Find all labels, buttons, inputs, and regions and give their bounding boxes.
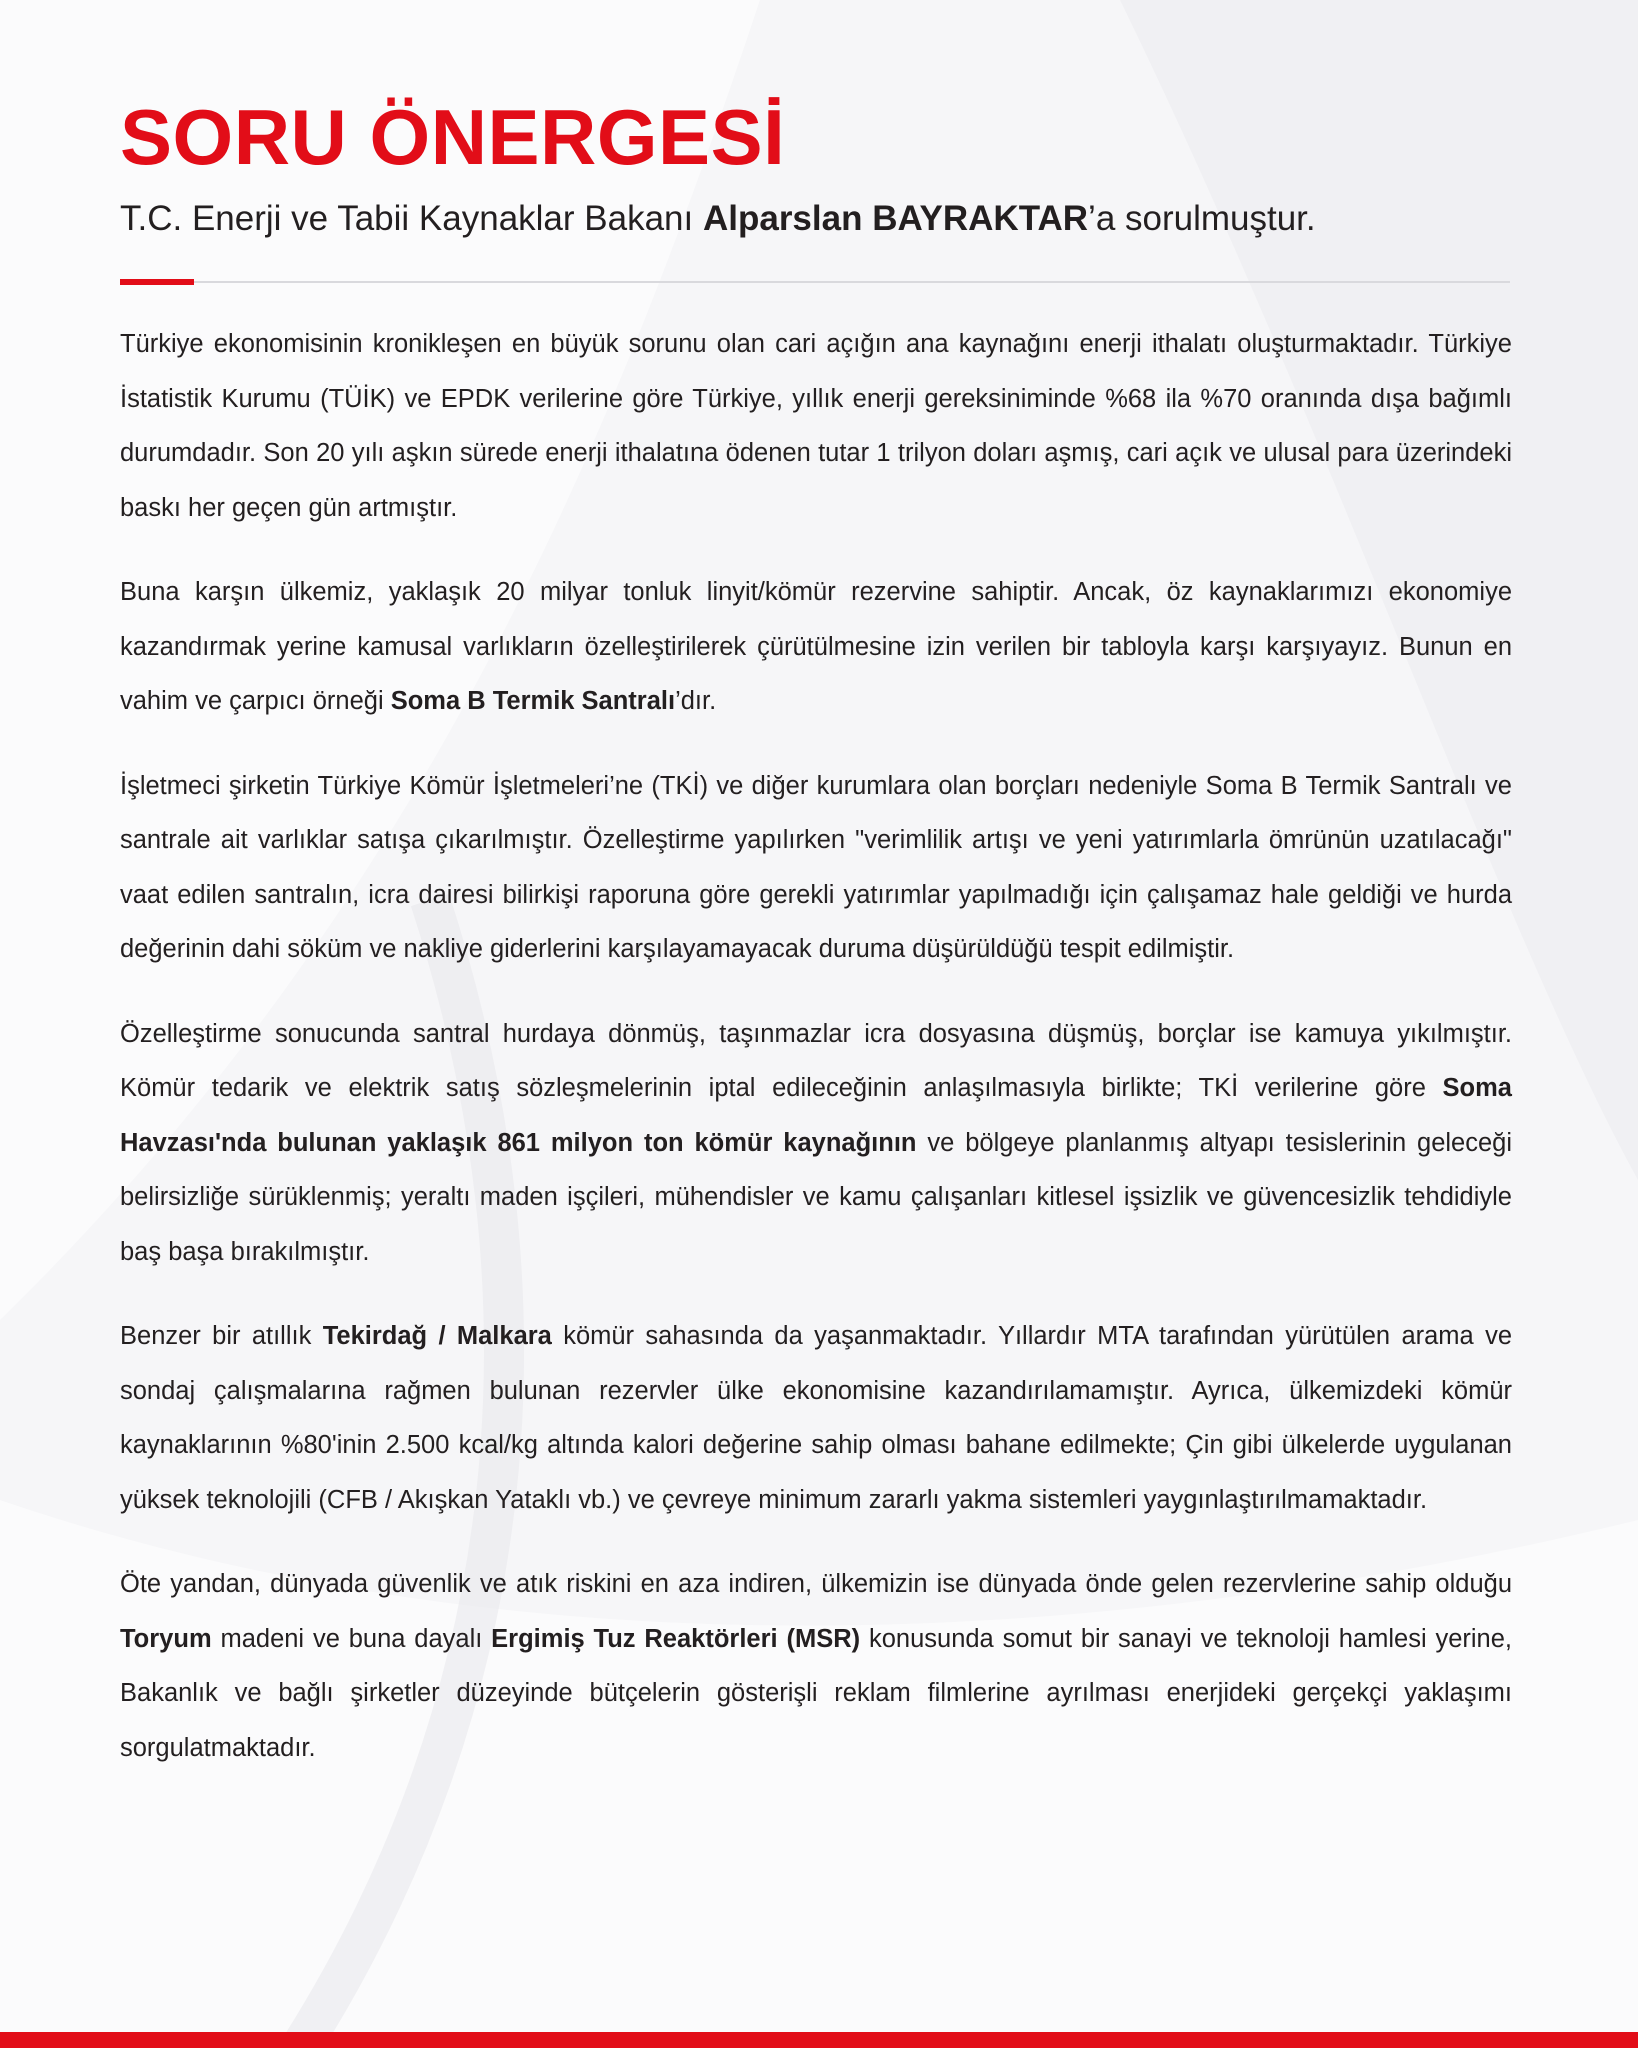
paragraph-4-text-a: Özelleştirme sonucunda santral hurdaya dönmüş, taşınmazlar icra dosyasına düşmüş, borçlar ise kamuya yıkılmıştır. Kömür tedarik ve elektrik satış sözleşmelerinin iptal edileceğinin anlaşılmasıyla birlikte; TKİ verilerine göre (120, 1019, 1512, 1102)
page-subtitle (120, 198, 1316, 240)
paragraph-6-text-a: Öte yandan, dünyada güvenlik ve atık riskini en aza indiren, ülkemizin ise dünyada önde gelen rezervlerine sahip olduğu (120, 1570, 1512, 1598)
document-body (120, 317, 1512, 1805)
page-title: SORU ÖNERGESİ (120, 93, 786, 181)
paragraph-6-text-c: madeni ve buna dayalı (211, 1624, 492, 1653)
paragraph-3 (120, 759, 1512, 977)
minister-name: Alparslan BAYRAKTAR (702, 199, 1089, 238)
header-divider-accent (120, 279, 194, 285)
paragraph-2-bold-1: Soma B Termik Santralı (390, 687, 676, 715)
paragraph-6-bold-1: Toryum (120, 1624, 212, 1653)
paragraph-6-bold-2: Ergimiş Tuz Reaktörleri (MSR) (491, 1624, 861, 1653)
paragraph-5-bold-1: Tekirdağ / Malkara (322, 1322, 552, 1350)
paragraph-5-text-c: kömür sahasında da yaşanmaktadır. Yıllardır MTA tarafından yürütülen arama ve sondaj çalışmalarına rağmen bulunan rezervler ülke ekonomisine kazandırılamamıştır. Ayrıca, ülkemizdeki kömür kaynaklarının %80'inin 2.500 kcal/kg altında kalori değerine sahip olması bahane edilmekte; Çin gibi ülkelerde uygulanan yüksek teknolojili (CFB / Akışkan Yataklı vb.) ve çevreye minimum zararlı yakma sistemleri yaygınlaştırılmamaktadır. (120, 1322, 1513, 1514)
footer-accent-bar (0, 2032, 1638, 2048)
paragraph-6 (120, 1557, 1512, 1775)
paragraph-1 (120, 317, 1512, 535)
paragraph-6-text-d: konusunda somut bir sanayi ve teknoloji hamlesi yerine, Bakanlık ve bağlı şirketler düzeyinde bütçelerin gösterişli reklam filmlerine ayrılması enerjideki gerçekçi yaklaşımı sorgulatmaktadır. (120, 1624, 1513, 1762)
paragraph-4 (120, 1007, 1512, 1280)
paragraph-5 (120, 1309, 1512, 1527)
paragraph-4-text-c: ve bölgeye planlanmış altyapı tesislerinin geleceği belirsizliğe sürüklenmiş; yeraltı maden işçileri, mühendisler ve kamu çalışanları kitlesel işsizlik ve güvencesizlik tehdidiyle baş başa bırakılmıştır. (120, 1128, 1512, 1266)
paragraph-2-text-c: ’dır. (675, 687, 717, 715)
subtitle-suffix: ’a sorulmuştur. (1088, 199, 1316, 238)
subtitle-prefix: T.C. Enerji ve Tabii Kaynaklar Bakanı (120, 199, 703, 238)
paragraph-4-bold-1: Soma Havzası'nda bulunan yaklaşık 861 milyon ton kömür kaynağının (120, 1074, 1512, 1157)
header-divider (120, 281, 1510, 283)
paragraph-3-text: İşletmeci şirketin Türkiye Kömür İşletmeleri’ne (TKİ) ve diğer kurumlara olan borçları nedeniyle Soma B Termik Santralı ve santrale ait varlıklar satışa çıkarılmıştır. Özelleştirme yapılırken "verimlilik artışı ve yeni yatırımlarla ömrünün uzatılacağı" vaat edilen santralın, icra dairesi bilirkişi raporuna göre gerekli yatırımlar yapılmadığı için çalışamaz hale geldiği ve hurda değerinin dahi söküm ve nakliye giderlerini karşılayamayacak duruma düşürüldüğü tespit edilmiştir. (120, 771, 1512, 963)
paragraph-1-text: Türkiye ekonomisinin kronikleşen en büyük sorunu olan cari açığın ana kaynağını enerji ithalatı oluşturmaktadır. Türkiye İstatistik Kurumu (TÜİK) ve EPDK verilerine göre Türkiye, yıllık enerji gereksiniminde %68 ila %70 oranında dışa bağımlı durumdadır. Son 20 yılı aşkın sürede enerji ithalatına ödenen tutar 1 trilyon doları aşmış, cari açık ve ulusal para üzerindeki baskı her geçen gün artmıştır. (120, 330, 1512, 522)
paragraph-2 (120, 565, 1512, 729)
paragraph-5-text-a: Benzer bir atıllık (120, 1322, 323, 1350)
paragraph-2-text-a: Buna karşın ülkemiz, yaklaşık 20 milyar tonluk linyit/kömür rezervine sahiptir. Ancak, öz kaynaklarımızı ekonomiye kazandırmak yerine kamusal varlıkların özelleştirilerek çürütülmesine izin verilen bir tabloyla karşı karşıyayız. Bunun en vahim ve çarpıcı örneği (120, 578, 1512, 715)
